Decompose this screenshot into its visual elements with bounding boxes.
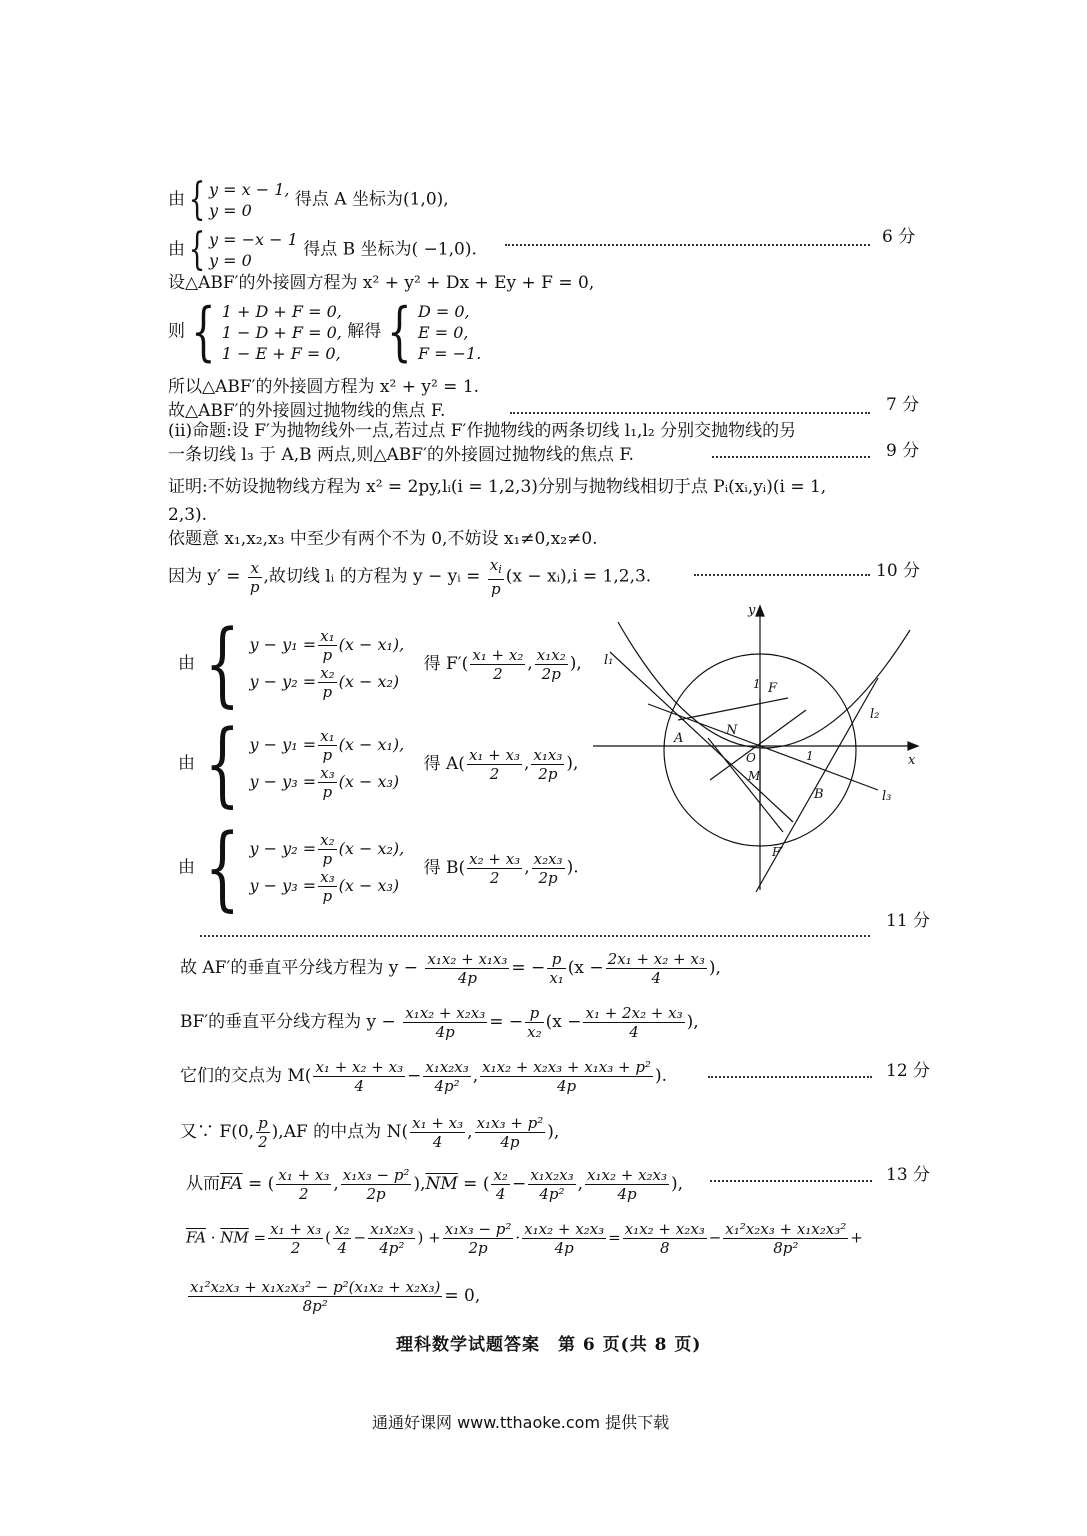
text: 因为 y′ = bbox=[168, 566, 241, 587]
fraction: $\frac{\text{x₁ + x₃}}{2}$ bbox=[270, 1220, 322, 1257]
fraction: $\frac{\text{x₂}}{p}$ bbox=[320, 664, 335, 701]
text: = 0, bbox=[444, 1286, 481, 1306]
fig-label: O bbox=[746, 751, 756, 765]
sys-line bbox=[250, 627, 405, 664]
point-n: 又∵ F(0, $\frac{p}{2}$ ),AF 的中点为 N( $\frac{\text{x₁ + x₃}}{4}$ , $\frac{\text{x₁x₃ + p²}}{4p}$ ), bbox=[180, 1114, 560, 1151]
eq-point-a bbox=[168, 174, 449, 225]
dotted-leader bbox=[505, 244, 870, 246]
fraction: $\frac{\text{x₁ + x₂}}{2}$ bbox=[472, 645, 524, 683]
fig-label: F bbox=[768, 681, 778, 696]
watermark: 通通好课网 www.tthaoke.com 提供下载 bbox=[372, 1413, 670, 1432]
system bbox=[418, 301, 481, 364]
text: 由 bbox=[178, 653, 195, 674]
fraction: $\frac{\text{x₁ + 2x₂ + x₃}}{4}$ bbox=[585, 1004, 683, 1041]
fraction: $\frac{\text{x₂x₃}}{2p}$ bbox=[533, 849, 563, 887]
score-10: 10 分 bbox=[876, 561, 921, 581]
text: 得 F′( bbox=[423, 653, 469, 674]
fraction: $\frac{\text{x₁ + x₃}}{2}$ bbox=[468, 745, 520, 783]
sys-line: y = x − 1, bbox=[209, 180, 290, 199]
text: 从而 bbox=[186, 1174, 220, 1194]
brace: { bbox=[204, 610, 240, 717]
fraction: $\frac{\text{x₁x₂ + x₂x₃}}{4p}$ bbox=[587, 1166, 668, 1203]
text-line: 2,3). bbox=[168, 505, 208, 525]
fig-label: x bbox=[908, 753, 916, 768]
fraction: $\frac{\text{x₁x₂}}{2p}$ bbox=[536, 645, 566, 683]
score-11: 11 分 bbox=[886, 911, 931, 931]
segment-an bbox=[678, 698, 788, 720]
fraction: $\frac{\text{x₁ + x₃}}{4}$ bbox=[412, 1114, 464, 1151]
dotted-leader bbox=[510, 412, 870, 414]
fraction: $\frac{\text{x₁x₂x₃}}{\text{4p²}}$ bbox=[370, 1220, 414, 1257]
text: y − y₃ = bbox=[249, 772, 317, 791]
system bbox=[250, 727, 405, 801]
fig-label: y bbox=[748, 603, 756, 618]
tangent-l3 bbox=[648, 704, 878, 790]
fraction: $\frac{\text{x₂}}{4}$ bbox=[493, 1166, 508, 1203]
score-7: 7 分 bbox=[886, 395, 920, 415]
sys-line: 1 + D + F = 0, bbox=[221, 301, 342, 321]
text-line: 依题意 x₁,x₂,x₃ 中至少有两个不为 0,不妨设 x₁≠0,x₂≠0. bbox=[168, 529, 598, 549]
text: 由 bbox=[178, 857, 195, 878]
text: 由 bbox=[168, 189, 185, 210]
sys-line: 1 − E + F = 0, bbox=[221, 343, 341, 363]
fraction: $\frac{\text{x₁}}{p}$ bbox=[320, 627, 335, 664]
fraction: $\frac{\text{x₁x₂ + x₂x₃ + x₁x₃ + p²}}{4p}$ bbox=[482, 1058, 651, 1095]
system bbox=[209, 229, 298, 271]
brace: { bbox=[387, 295, 412, 369]
parabola bbox=[618, 622, 910, 748]
brace: { bbox=[191, 295, 216, 369]
fraction: $\frac{\text{x₁ + x₃}}{2}$ bbox=[278, 1166, 330, 1203]
tangent-equation bbox=[168, 556, 651, 598]
dotted-leader bbox=[708, 1076, 872, 1078]
fraction: $\frac{\text{x₂ + x₃}}{2}$ bbox=[469, 849, 521, 887]
fraction: $\frac{p}{\text{x₂}}$ bbox=[527, 1004, 542, 1041]
text: (x − x₁), bbox=[338, 735, 405, 754]
fraction: $\frac{p}{2}$ bbox=[258, 1114, 268, 1151]
system bbox=[222, 301, 342, 364]
text-line: 设△ABF′的外接圆方程为 x² + y² + Dx + Ey + F = 0, bbox=[168, 273, 595, 293]
sys-line bbox=[250, 727, 405, 764]
eq-system-def bbox=[168, 295, 482, 369]
fraction: $\frac{\text{x₁x₂ + x₂x₃}}{4p}$ bbox=[524, 1220, 605, 1257]
score-12: 12 分 bbox=[886, 1061, 931, 1081]
score-13: 13 分 bbox=[886, 1165, 931, 1185]
score-6: 6 分 bbox=[882, 227, 916, 247]
fraction: $\frac{\text{x₂}}{4}$ bbox=[335, 1220, 350, 1257]
dotted-leader bbox=[712, 456, 870, 458]
vectors: 从而$\overline{FA}$ = ( $\frac{\text{x₁ + x₃}}{2}$ , $\frac{\text{x₁x₃ − p²}}{2p}$ )$,\overline{NM}$ = ( $\frac{\text{x₂}}{4}$ − $\frac{\text{x₁x₂x₃}}{\text{4p²}}$ , $\frac{\text{x₁x₂ + x₂x₃}}{4p}$ ), bbox=[186, 1166, 684, 1203]
text-line: (ⅱ)命题:设 F′为抛物线外一点,若过点 F′作抛物线的两条切线 l₁,l₂ 分别交抛物线的另 bbox=[168, 421, 797, 441]
fraction: $\frac{\text{x₁x₂ + x₂x₃}}{8}$ bbox=[624, 1220, 705, 1257]
sys-line bbox=[250, 664, 405, 701]
fig-label: F′ bbox=[772, 845, 784, 859]
system-b: 由 { y − y₂ = $\frac{\text{x₂}}{p}$ (x − x₂), y − y₃ = $\frac{\text{x₃}}{p}$ (x − x₃) 得 B( $\frac{\text{x₂ + x₃}}{2}$ , $\frac{\text{x₂x₃}}{2p}$ ). bbox=[178, 814, 579, 921]
sys-line bbox=[250, 764, 405, 801]
text: y − y₁ = bbox=[249, 635, 317, 654]
fig-label: 1 bbox=[806, 749, 814, 763]
text: 则 bbox=[168, 321, 185, 342]
fraction: $\frac{\text{x₁ + x₂ + x₃}}{4}$ bbox=[315, 1058, 404, 1095]
text: 又∵ F(0, bbox=[180, 1122, 255, 1142]
page-footer: 理科数学试题答案 第 6 页(共 8 页) bbox=[396, 1335, 702, 1355]
text-line: 证明:不妨设抛物线方程为 x² = 2py,lᵢ(i = 1,2,3)分别与抛物线相切于点 Pᵢ(xᵢ,yᵢ)(i = 1, bbox=[168, 477, 827, 497]
sys-line: y = 0 bbox=[209, 251, 252, 270]
score-9: 9 分 bbox=[886, 441, 920, 461]
fraction: $\frac{\text{x₁x₃ + p²}}{4p}$ bbox=[476, 1114, 544, 1151]
fig-label: A bbox=[674, 731, 684, 746]
system-f-prime: 由 { y − y₁ = $\frac{\text{x₁}}{p}$ (x − x₁), y − y₂ = $\frac{\text{x₂}}{p}$ (x − x₂) 得 F′( $\frac{\text{x₁ + x₂}}{2}$ , $\frac{\text{x₁x₂}}{2p}$ ), bbox=[178, 610, 582, 717]
dot-product-cont bbox=[186, 1278, 480, 1315]
text: (x − x₂), bbox=[338, 839, 405, 858]
text: 解得 bbox=[347, 321, 382, 342]
text: ,故切线 lᵢ 的方程为 y − yᵢ = bbox=[263, 566, 481, 587]
system bbox=[250, 627, 405, 701]
text: (x − x₃) bbox=[338, 772, 400, 791]
text: ),AF 的中点为 N( bbox=[271, 1122, 409, 1142]
text: 得 A( bbox=[423, 753, 465, 774]
text: 由 bbox=[178, 753, 195, 774]
parabola-figure bbox=[588, 600, 928, 895]
bisector-af: 故 AF′的垂直平分线方程为 y − $\frac{\text{x₁x₂ + x₁x₃}}{4p}$ = − $\frac{p}{\text{x₁}}$ (x − $\frac{\text{2x₁ + x₂ + x₃}}{4}$ ), bbox=[180, 950, 721, 987]
fraction: $\frac{\text{x₁x₂x₃}}{\text{4p²}}$ bbox=[425, 1058, 469, 1095]
fraction: $\frac{x}{p}$ bbox=[249, 558, 260, 596]
dotted-leader bbox=[710, 1180, 872, 1182]
fig-label: l₂ bbox=[870, 707, 880, 722]
fraction: $\frac{x_i}{p}$ bbox=[489, 556, 502, 598]
sys-line: E = 0, bbox=[417, 322, 469, 342]
sys-line: y = 0 bbox=[209, 201, 252, 220]
fraction: $\frac{\text{x₃}}{p}$ bbox=[320, 764, 335, 801]
text: 得点 B 坐标为( −1,0). bbox=[303, 239, 477, 260]
brace: { bbox=[204, 710, 240, 817]
fraction: $\frac{\text{x₁²x₂x₃ + x₁x₂x₃²}}{\text{8p²}}$ bbox=[725, 1220, 847, 1257]
dot-product: $\overline{FA} \cdot \overline{NM}$ = $\frac{\text{x₁ + x₃}}{2}$ ( $\frac{\text{x₂}}{4}$ − $\frac{\text{x₁x₂x₃}}{\text{4p²}}$ ) + $\frac{\text{x₁x₃ − p²}}{2p}$ · $\frac{\text{x₁x₂ + x₂x₃}}{4p}$ = $\frac{\text{x₁x₂ + x₂x₃}}{8}$ − $\frac{\text{x₁²x₂x₃ + x₁x₂x₃²}}{\text{8p²}}$ + bbox=[186, 1220, 863, 1257]
fraction: $\frac{\text{x₁x₃}}{2p}$ bbox=[533, 745, 563, 783]
brace: { bbox=[204, 814, 240, 921]
fraction: $\frac{\text{x₂}}{p}$ bbox=[320, 831, 335, 868]
fraction: $\frac{\text{x₁x₂ + x₁x₃}}{4p}$ bbox=[427, 950, 508, 987]
system bbox=[209, 179, 289, 221]
fraction: $\frac{\text{x₃}}{p}$ bbox=[320, 868, 335, 905]
text-line: 一条切线 l₃ 于 A,B 两点,则△ABF′的外接圆过抛物线的焦点 F. bbox=[168, 445, 634, 465]
text: 得 B( bbox=[423, 857, 466, 878]
text: y − y₂ = bbox=[249, 672, 317, 691]
text: y − y₃ = bbox=[249, 876, 317, 895]
point-m: 它们的交点为 M( $\frac{\text{x₁ + x₂ + x₃}}{4}$ − $\frac{\text{x₁x₂x₃}}{\text{4p²}}$ , $\frac{\text{x₁x₂ + x₂x₃ + x₁x₃ + p²}}{4p}$ ). bbox=[180, 1058, 667, 1095]
dotted-leader bbox=[200, 935, 870, 937]
text: 得点 A 坐标为(1,0), bbox=[294, 189, 449, 210]
text: 由 bbox=[168, 239, 185, 260]
fig-label: l₁ bbox=[604, 653, 614, 668]
fig-label: 1 bbox=[753, 677, 761, 691]
text: y − y₁ = bbox=[249, 735, 317, 754]
text: (x − x₂) bbox=[338, 672, 400, 691]
sys-line: D = 0, bbox=[417, 301, 470, 321]
dotted-leader bbox=[694, 574, 870, 576]
sys-line bbox=[250, 831, 405, 868]
fraction: $\frac{\text{x₁x₃ − p²}}{2p}$ bbox=[444, 1220, 512, 1257]
text: (x − x₁), bbox=[338, 635, 405, 654]
eq-point-b bbox=[168, 224, 477, 275]
fraction: $\frac{\text{x₁x₂x₃}}{\text{4p²}}$ bbox=[530, 1166, 574, 1203]
fig-label: N bbox=[726, 723, 738, 738]
fig-label: M bbox=[748, 769, 761, 783]
system bbox=[250, 831, 405, 905]
text: BF′的垂直平分线方程为 y − bbox=[180, 1012, 396, 1032]
text: y − y₂ = bbox=[249, 839, 317, 858]
sys-line bbox=[250, 868, 405, 905]
fig-label: l₃ bbox=[882, 789, 892, 804]
text: 它们的交点为 M( bbox=[180, 1066, 312, 1086]
text: 故 AF′的垂直平分线方程为 y − bbox=[180, 958, 418, 978]
fraction: $\frac{\text{x₁²x₂x₃ + x₁x₂x₃² − p²(x₁x₂ + x₂x₃)}}{\text{8p²}}$ bbox=[190, 1278, 441, 1315]
fraction: $\frac{\text{x₁}}{p}$ bbox=[320, 727, 335, 764]
brace: { bbox=[188, 174, 206, 225]
text-line: 故△ABF′的外接圆过抛物线的焦点 F. bbox=[168, 401, 446, 421]
brace: { bbox=[188, 224, 206, 275]
sys-line: y = −x − 1 bbox=[209, 230, 298, 249]
text: (x − xᵢ),i = 1,2,3. bbox=[505, 566, 652, 587]
sys-line: 1 − D + F = 0, bbox=[221, 322, 342, 342]
text-line: 所以△ABF′的外接圆方程为 x² + y² = 1. bbox=[168, 377, 480, 397]
tangent-l1 bbox=[610, 652, 793, 822]
tangent-l2 bbox=[756, 678, 878, 892]
fraction: $\frac{\text{x₁x₂ + x₂x₃}}{4p}$ bbox=[405, 1004, 486, 1041]
fraction: $\frac{\text{2x₁ + x₂ + x₃}}{4}$ bbox=[607, 950, 705, 987]
sys-line: F = −1. bbox=[417, 343, 482, 363]
fraction: $\frac{\text{x₁x₃ − p²}}{2p}$ bbox=[342, 1166, 410, 1203]
fig-label: B bbox=[814, 787, 824, 802]
system-a: 由 { y − y₁ = $\frac{\text{x₁}}{p}$ (x − x₁), y − y₃ = $\frac{\text{x₃}}{p}$ (x − x₃) 得 A( $\frac{\text{x₁ + x₃}}{2}$ , $\frac{\text{x₁x₃}}{2p}$ ), bbox=[178, 710, 579, 817]
bisector-bf: BF′的垂直平分线方程为 y − $\frac{\text{x₁x₂ + x₂x₃}}{4p}$ = − $\frac{p}{\text{x₂}}$ (x − $\frac{\text{x₁ + 2x₂ + x₃}}{4}$ ), bbox=[180, 1004, 699, 1041]
fraction: $\frac{p}{\text{x₁}}$ bbox=[549, 950, 564, 987]
text: (x − x₃) bbox=[338, 876, 400, 895]
